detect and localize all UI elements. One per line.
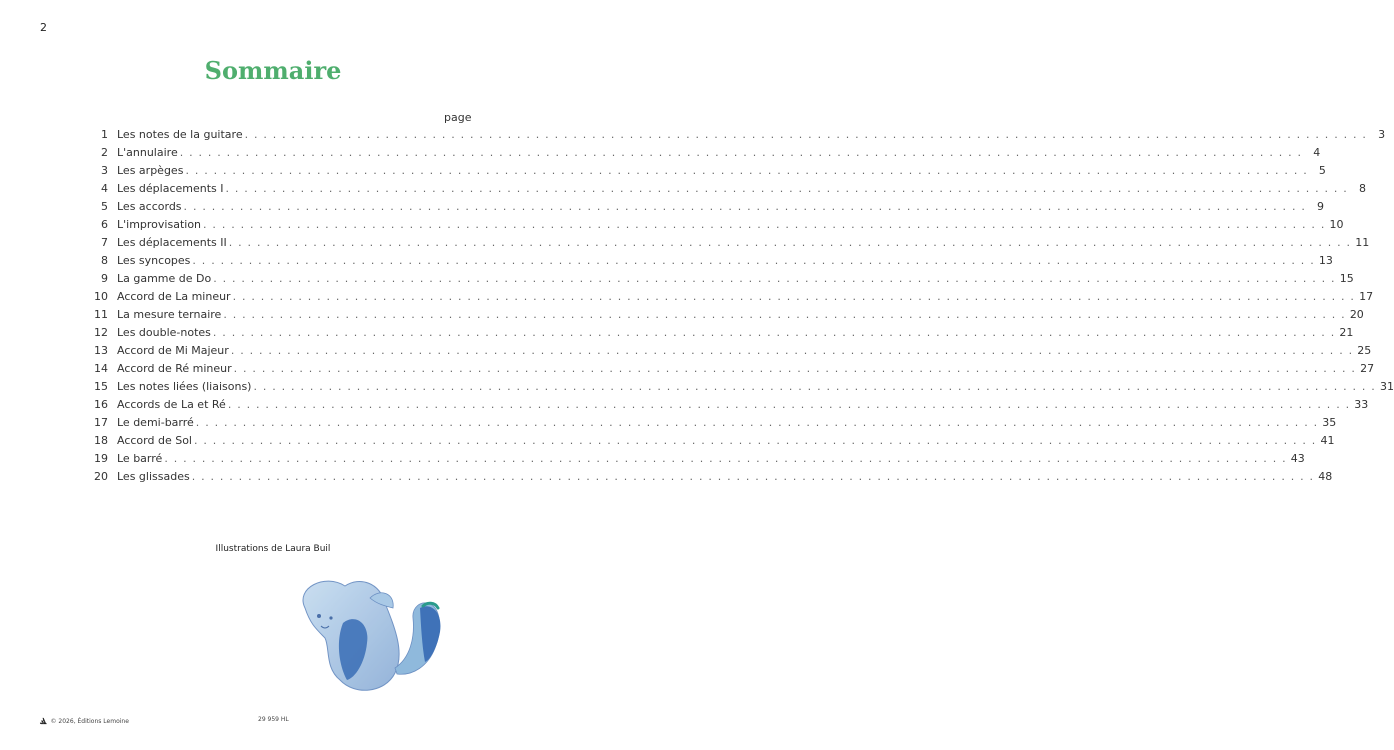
table-of-contents xyxy=(86,126,1394,486)
toc-entry-title: Les notes liées (liaisons) xyxy=(117,380,252,393)
toc-entry-title: Les notes de la guitare xyxy=(117,128,243,141)
toc-entry xyxy=(86,432,1335,450)
toc-entry-number: 7 xyxy=(101,236,108,249)
toc-entry-number: 8 xyxy=(101,254,108,267)
toc-entry-number: 18 xyxy=(94,434,108,447)
toc-entry xyxy=(86,288,1374,306)
toc-entry-number: 15 xyxy=(94,380,108,393)
toc-entry xyxy=(86,414,1337,432)
toc-dot-leader: . . . . . . . . . . . . . . . . . . . . . . . . . . . . . . . . . . . . . . . . . . . . . . . . . . . . . . . . . . . . . . . . . . . . . . . . . . . . . . . . . . . . . . . . . . . . . . . . . . . . . . . . . . . . . . . . . . . . . . . . xyxy=(225,182,1348,195)
toc-dot-leader: . . . . . . . . . . . . . . . . . . . . . . . . . . . . . . . . . . . . . . . . . . . . . . . . . . . . . . . . . . . . . . . . . . . . . . . . . . . . . . . . . . . . . . . . . . . . . . . . . . . . . . . . . . . . . . . . . . . . . . . . xyxy=(195,416,1319,429)
illustration-credit: Illustrations de Laura Buil xyxy=(215,544,331,554)
toc-entry-page: 31 xyxy=(1379,380,1394,393)
footer-copyright xyxy=(40,716,129,727)
page-number: 2 xyxy=(40,21,47,34)
toc-entry-title: Accord de Mi Majeur xyxy=(117,344,229,357)
toc-dot-leader: . . . . . . . . . . . . . . . . . . . . . . . . . . . . . . . . . . . . . . . . . . . . . . . . . . . . . . . . . . . . . . . . . . . . . . . . . . . . . . . . . . . . . . . . . . . . . . . . . . . . . . . . . . . . . . . . . . . . . . . . xyxy=(213,272,1336,285)
toc-dot-leader: . . . . . . . . . . . . . . . . . . . . . . . . . . . . . . . . . . . . . . . . . . . . . . . . . . . . . . . . . . . . . . . . . . . . . . . . . . . . . . . . . . . . . . . . . . . . . . . . . . . . . . . . . . . . . . . . . . . . . . . . xyxy=(193,434,1317,447)
toc-entry xyxy=(86,378,1394,396)
toc-entry-page: 13 xyxy=(1318,254,1333,267)
toc-entry-page: 27 xyxy=(1360,362,1375,375)
toc-entry-title: Le demi-barré xyxy=(117,416,194,429)
toc-dot-leader: . . . . . . . . . . . . . . . . . . . . . . . . . . . . . . . . . . . . . . . . . . . . . . . . . . . . . . . . . . . . . . . . . . . . . . . . . . . . . . . . . . . . . . . . . . . . . . . . . . . . . . . . . . . . . . . . . . . . . . . . xyxy=(164,452,1287,465)
toc-entry-title: Accords de La et Ré xyxy=(117,398,226,411)
toc-entry xyxy=(86,396,1369,414)
toc-entry xyxy=(86,324,1354,342)
toc-entry-title: Accord de Ré mineur xyxy=(117,362,232,375)
toc-entry-page: 5 xyxy=(1318,164,1326,177)
toc-entry-page: 35 xyxy=(1322,416,1337,429)
toc-entry-page: 33 xyxy=(1354,398,1369,411)
toc-entry xyxy=(86,126,1386,144)
toc-entry-title: La mesure ternaire xyxy=(117,308,222,321)
toc-entry-page: 41 xyxy=(1320,434,1335,447)
toc-dot-leader: . . . . . . . . . . . . . . . . . . . . . . . . . . . . . . . . . . . . . . . . . . . . . . . . . . . . . . . . . . . . . . . . . . . . . . . . . . . . . . . . . . . . . . . . . . . . . . . . . . . . . . . . . . . . . . . . . . . . . . . . xyxy=(227,398,1351,411)
toc-entry-title: Les syncopes xyxy=(117,254,191,267)
toc-entry-number: 5 xyxy=(101,200,108,213)
toc-entry-number: 4 xyxy=(101,182,108,195)
toc-entry xyxy=(86,450,1305,468)
toc-entry-number: 14 xyxy=(94,362,108,375)
toc-entry xyxy=(86,252,1333,270)
toc-entry-title: Accord de Sol xyxy=(117,434,192,447)
toc-entry-title: Les accords xyxy=(117,200,182,213)
toc-dot-leader: . . . . . . . . . . . . . . . . . . . . . . . . . . . . . . . . . . . . . . . . . . . . . . . . . . . . . . . . . . . . . . . . . . . . . . . . . . . . . . . . . . . . . . . . . . . . . . . . . . . . . . . . . . . . . . . . . . . . . . . . xyxy=(212,326,1336,339)
toc-dot-leader: . . . . . . . . . . . . . . . . . . . . . . . . . . . . . . . . . . . . . . . . . . . . . . . . . . . . . . . . . . . . . . . . . . . . . . . . . . . . . . . . . . . . . . . . . . . . . . . . . . . . . . . . . . . . . . . . . . . . . . . . xyxy=(191,470,1315,483)
toc-entry-title: Les glissades xyxy=(117,470,190,483)
toc-entry-page: 10 xyxy=(1329,218,1344,231)
toc-entry-page: 3 xyxy=(1378,128,1386,141)
toc-entry-number: 12 xyxy=(94,326,108,339)
toc-dot-leader: . . . . . . . . . . . . . . . . . . . . . . . . . . . . . . . . . . . . . . . . . . . . . . . . . . . . . . . . . . . . . . . . . . . . . . . . . . . . . . . . . . . . . . . . . . . . . . . . . . . . . . . . . . . . . . . . . . . . . . . . xyxy=(244,128,1368,141)
toc-entry-title: L'annulaire xyxy=(117,146,178,159)
toc-entry xyxy=(86,180,1366,198)
toc-dot-leader: . . . . . . . . . . . . . . . . . . . . . . . . . . . . . . . . . . . . . . . . . . . . . . . . . . . . . . . . . . . . . . . . . . . . . . . . . . . . . . . . . . . . . . . . . . . . . . . . . . . . . . . . . . . . . . . . . . . . . . . . xyxy=(253,380,1376,393)
toc-entry-number: 9 xyxy=(101,272,108,285)
toc-entry-title: Les arpèges xyxy=(117,164,184,177)
toc-entry xyxy=(86,306,1364,324)
page-column-label: page xyxy=(444,111,472,124)
toc-entry-page: 48 xyxy=(1318,470,1333,483)
copyright-text: © 2026, Éditions Lemoine xyxy=(50,718,129,725)
toc-dot-leader: . . . . . . . . . . . . . . . . . . . . . . . . . . . . . . . . . . . . . . . . . . . . . . . . . . . . . . . . . . . . . . . . . . . . . . . . . . . . . . . . . . . . . . . . . . . . . . . . . . . . . . . . . . . . . . . . . . . . . . . . xyxy=(228,236,1352,249)
catalog-number: 29 959 HL xyxy=(258,716,289,723)
toc-entry-title: La gamme de Do xyxy=(117,272,212,285)
toc-entry-page: 4 xyxy=(1313,146,1321,159)
toc-entry-number: 10 xyxy=(94,290,108,303)
toc-entry-number: 1 xyxy=(101,128,108,141)
toc-entry-number: 16 xyxy=(94,398,108,411)
toc-entry-page: 21 xyxy=(1339,326,1354,339)
toc-entry-number: 13 xyxy=(94,344,108,357)
toc-entry xyxy=(86,198,1325,216)
toc-entry-title: Les déplacements II xyxy=(117,236,227,249)
toc-entry-title: Le barré xyxy=(117,452,163,465)
toc-dot-leader: . . . . . . . . . . . . . . . . . . . . . . . . . . . . . . . . . . . . . . . . . . . . . . . . . . . . . . . . . . . . . . . . . . . . . . . . . . . . . . . . . . . . . . . . . . . . . . . . . . . . . . . . . . . . . . . . . . . . . . . . xyxy=(232,290,1356,303)
toc-entry xyxy=(86,144,1321,162)
toc-entry xyxy=(86,216,1344,234)
publisher-logo-icon: Ⳛ xyxy=(40,717,47,726)
toc-entry-page: 15 xyxy=(1339,272,1354,285)
toc-entry-number: 2 xyxy=(101,146,108,159)
toc-entry-number: 17 xyxy=(94,416,108,429)
toc-entry xyxy=(86,468,1333,486)
toc-entry-number: 6 xyxy=(101,218,108,231)
toc-entry-page: 25 xyxy=(1357,344,1372,357)
toc-entry-page: 8 xyxy=(1359,182,1366,195)
toc-dot-leader: . . . . . . . . . . . . . . . . . . . . . . . . . . . . . . . . . . . . . . . . . . . . . . . . . . . . . . . . . . . . . . . . . . . . . . . . . . . . . . . . . . . . . . . . . . . . . . . . . . . . . . . . . . . . . . . . . . . . . . . . xyxy=(223,308,1346,321)
toc-entry-number: 20 xyxy=(94,470,108,483)
toc-entry xyxy=(86,342,1372,360)
toc-entry xyxy=(86,162,1326,180)
toc-entry xyxy=(86,360,1375,378)
toc-entry-title: Les double-notes xyxy=(117,326,211,339)
page-title: Sommaire xyxy=(204,56,342,85)
toc-dot-leader: . . . . . . . . . . . . . . . . . . . . . . . . . . . . . . . . . . . . . . . . . . . . . . . . . . . . . . . . . . . . . . . . . . . . . . . . . . . . . . . . . . . . . . . . . . . . . . . . . . . . . . . . . . . . . . . . . . . . . . . . xyxy=(203,218,1326,231)
toc-entry-number: 3 xyxy=(101,164,108,177)
ghost-illustration xyxy=(285,568,455,702)
toc-dot-leader: . . . . . . . . . . . . . . . . . . . . . . . . . . . . . . . . . . . . . . . . . . . . . . . . . . . . . . . . . . . . . . . . . . . . . . . . . . . . . . . . . . . . . . . . . . . . . . . . . . . . . . . . . . . . . . . . . . . . . . . . xyxy=(185,164,1308,177)
toc-dot-leader: . . . . . . . . . . . . . . . . . . . . . . . . . . . . . . . . . . . . . . . . . . . . . . . . . . . . . . . . . . . . . . . . . . . . . . . . . . . . . . . . . . . . . . . . . . . . . . . . . . . . . . . . . . . . . . . . . . . . . . . . xyxy=(183,200,1307,213)
toc-entry-title: L'improvisation xyxy=(117,218,202,231)
toc-dot-leader: . . . . . . . . . . . . . . . . . . . . . . . . . . . . . . . . . . . . . . . . . . . . . . . . . . . . . . . . . . . . . . . . . . . . . . . . . . . . . . . . . . . . . . . . . . . . . . . . . . . . . . . . . . . . . . . . . . . . . . . . xyxy=(233,362,1357,375)
toc-dot-leader: . . . . . . . . . . . . . . . . . . . . . . . . . . . . . . . . . . . . . . . . . . . . . . . . . . . . . . . . . . . . . . . . . . . . . . . . . . . . . . . . . . . . . . . . . . . . . . . . . . . . . . . . . . . . . . . . . . . . . . . . xyxy=(230,344,1354,357)
toc-entry-page: 17 xyxy=(1359,290,1374,303)
toc-entry-number: 11 xyxy=(94,308,108,321)
toc-entry-page: 11 xyxy=(1355,236,1370,249)
toc-entry-title: Les déplacements I xyxy=(117,182,224,195)
toc-entry-page: 20 xyxy=(1349,308,1364,321)
toc-entry-number: 19 xyxy=(94,452,108,465)
toc-entry-page: 43 xyxy=(1290,452,1305,465)
toc-entry-page: 9 xyxy=(1317,200,1325,213)
toc-dot-leader: . . . . . . . . . . . . . . . . . . . . . . . . . . . . . . . . . . . . . . . . . . . . . . . . . . . . . . . . . . . . . . . . . . . . . . . . . . . . . . . . . . . . . . . . . . . . . . . . . . . . . . . . . . . . . . . . . . . . . . . . xyxy=(179,146,1303,159)
toc-entry xyxy=(86,270,1354,288)
toc-dot-leader: . . . . . . . . . . . . . . . . . . . . . . . . . . . . . . . . . . . . . . . . . . . . . . . . . . . . . . . . . . . . . . . . . . . . . . . . . . . . . . . . . . . . . . . . . . . . . . . . . . . . . . . . . . . . . . . . . . . . . . . . xyxy=(192,254,1315,267)
toc-entry xyxy=(86,234,1370,252)
toc-entry-title: Accord de La mineur xyxy=(117,290,231,303)
